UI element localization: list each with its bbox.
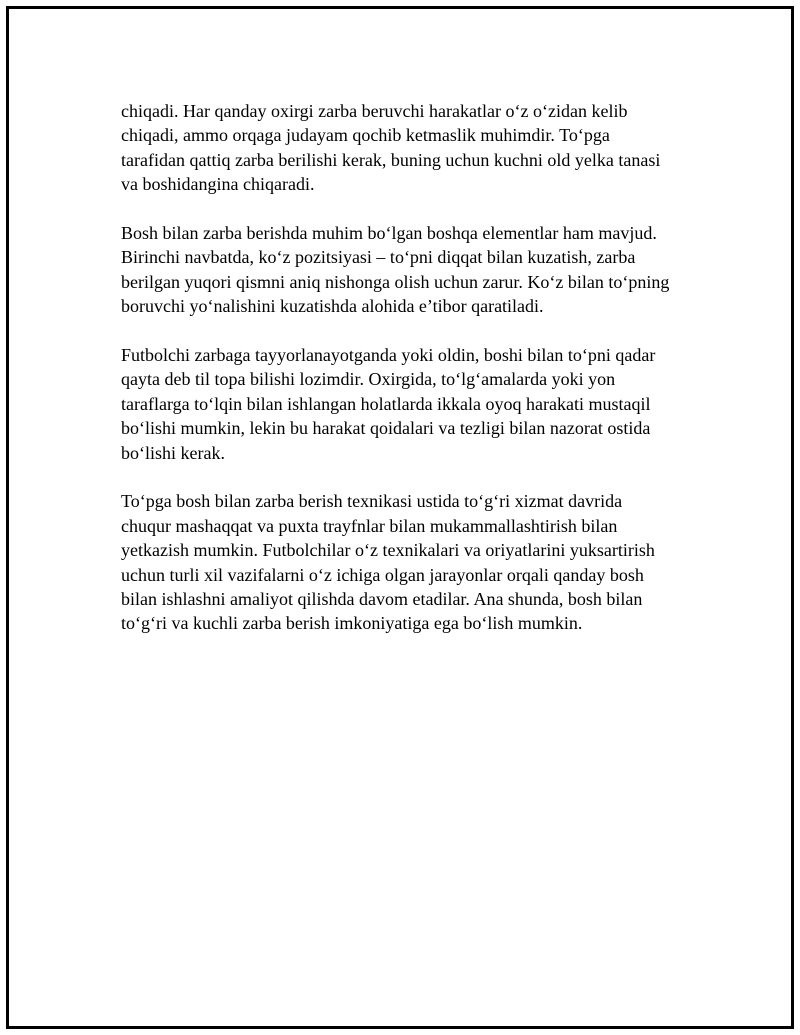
paragraph-4	[121, 489, 696, 635]
paragraph-1-line-2: chiqadi, ammo orqaga judayam qochib ketmaslik muhimdir. To‘pga	[121, 125, 610, 146]
paragraph-2-line-3: berilgan yuqori qismni aniq nishonga olish uchun zarur. Ko‘z bilan to‘pning	[121, 271, 670, 292]
paragraph-3-line-1: Futbolchi zarbaga tayyorlanayotganda yoki oldin, boshi bilan to‘pni qadar	[121, 345, 656, 366]
paragraph-4-line-5: bilan ishlashni amaliyot qilishda davom etadilar. Ana shunda, bosh bilan	[121, 589, 643, 610]
paragraph-3	[121, 343, 696, 465]
paragraph-4-line-4: uchun turli xil vazifalarni o‘z ichiga olgan jarayonlar orqali qanday bosh	[121, 564, 644, 585]
paragraph-4-line-6: to‘g‘ri va kuchli zarba berish imkoniyatiga ega bo‘lish mumkin.	[121, 613, 583, 634]
page-frame	[6, 6, 794, 1029]
paragraph-1-line-1: chiqadi. Har qanday oxirgi zarba beruvchi harakatlar o‘z o‘zidan kelib	[121, 101, 628, 121]
paragraph-2-line-4: boruvchi yo‘nalishini kuzatishda alohida e’tibor qaratiladi.	[121, 296, 544, 317]
paragraph-2	[121, 221, 696, 319]
paragraph-4-line-3: yetkazish mumkin. Futbolchilar o‘z texnikalari va oriyatlarini yuksartirish	[121, 540, 655, 561]
paragraph-1-line-4: va boshidangina chiqaradi.	[121, 174, 315, 195]
paragraph-2-line-1: Bosh bilan zarba berishda muhim bo‘lgan boshqa elementlar ham mavjud.	[121, 223, 657, 244]
paragraph-4-line-2: chuqur mashaqqat va puxta trayfnlar bilan mukammallashtirish bilan	[121, 515, 618, 536]
paragraph-3-line-2: qayta deb til topa bilishi lozimdir. Oxirgida, to‘lg‘amalarda yoki yon	[121, 369, 616, 390]
paragraph-1-line-3: tarafidan qattiq zarba berilishi kerak, buning uchun kuchni old yelka tanasi	[121, 149, 661, 170]
paragraph-3-line-4: bo‘lishi mumkin, lekin bu harakat qoidalari va tezligi bilan nazorat ostida	[121, 418, 651, 439]
paragraph-1	[121, 99, 696, 197]
paragraph-2-line-2: Birinchi navbatda, ko‘z pozitsiyasi – to‘pni diqqat bilan kuzatish, zarba	[121, 247, 636, 268]
paragraph-3-line-5: bo‘lishi kerak.	[121, 442, 225, 463]
paragraph-3-line-3: taraflarga to‘lqin bilan ishlangan holatlarda ikkala oyoq harakati mustaqil	[121, 393, 651, 414]
paragraph-4-line-1: To‘pga bosh bilan zarba berish texnikasi ustida to‘g‘ri xizmat davrida	[121, 491, 623, 512]
document-body	[121, 99, 696, 660]
